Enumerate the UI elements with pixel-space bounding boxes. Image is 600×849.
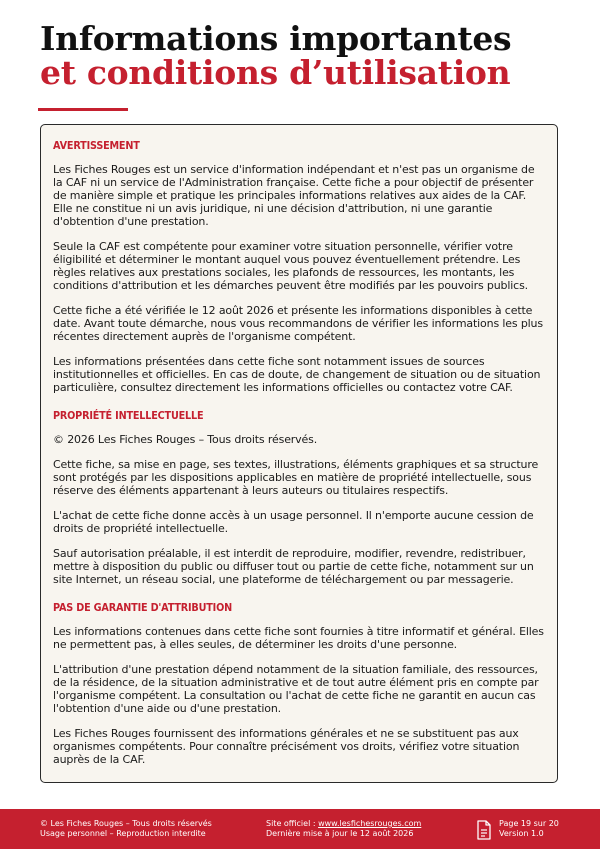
section-title: PAS DE GARANTIE D'ATTRIBUTION [53,602,233,614]
section-pas-de-garantie [53,602,545,766]
paragraph: L'achat de cette fiche donne accès à un usage personnel. Il n'emporte aucune cession de droits de propriété intellectuelle. [53,509,534,535]
section-title: AVERTISSEMENT [53,140,140,152]
footer-usage-line: Usage personnel – Reproduction interdite [40,829,206,838]
paragraph: © 2026 Les Fiches Rouges – Tous droits réservés. [53,433,318,446]
paragraph: L'attribution d'une prestation dépend notamment de la situation familiale, des ressources, de la résidence, de la situation administrative et de tout autre élément pris en compte par l'organisme compétent. La consultation ou l'achat de cette fiche ne garantit en aucun cas l'obtention d'une aide ou d'une prestation. [53,663,539,715]
site-link[interactable]: www.lesfichesrouges.com [318,819,422,828]
title-line-2: et conditions d’utilisation [40,53,511,92]
footer-site-line [266,819,421,829]
paragraph: Les Fiches Rouges fournissent des informations générales et ne se substituent pas aux organismes compétents. Pour connaître précisément vos droits, vérifiez votre situation auprès de la CAF. [53,727,520,766]
page-number: Page 19 sur 20 [499,819,559,828]
paragraph: Les informations présentées dans cette fiche sont notamment issues de sources institutionnelles et officielles. En cas de doute, de changement de situation ou de situation particulière, consultez directement les informations officielles ou contactez votre CAF. [53,355,541,394]
paragraph: Les Fiches Rouges est un service d'information indépendant et n'est pas un organisme de la CAF ni un service de l'Administration française. Cette fiche a pour objectif de présenter de manière simple et pratique les principales informations relatives aux aides de la CAF. Elle ne constitue ni un avis juridique, ni une décision d'attribution, ni une garantie d'obtention d'une prestation. [53,163,535,228]
footer-updated: Dernière mise à jour le 12 août 2026 [266,829,414,838]
section-propriete-intellectuelle [53,410,545,586]
page-title [40,19,512,92]
section-avertissement [53,140,545,394]
footer-copyright [40,819,212,839]
footer-page-info [499,819,559,839]
version-label: Version 1.0 [499,829,544,838]
footer-site-info [266,819,421,839]
title-underline [38,108,128,111]
footer-site-prefix: Site officiel : [266,819,319,828]
paragraph: Les informations contenues dans cette fiche sont fournies à titre informatif et général. Elles ne permettent pas, à elles seules, de déterminer les droits d'une personne. [53,625,544,651]
paragraph: Seule la CAF est compétente pour examiner votre situation personnelle, vérifier votre éligibilité et déterminer le montant auquel vous pouvez éventuellement prétendre. Les règles relatives aux prestations sociales, les plafonds de ressources, les montants, les conditions d'attribution et les démarches peuvent être modifiés par les pouvoirs publics. [53,240,529,292]
paragraph: Cette fiche a été vérifiée le 12 août 2026 et présente les informations disponibles à cette date. Avant toute démarche, nous vous recommandons de vérifier les informations les plus récentes directement auprès de l'organisme compétent. [53,304,543,343]
title-line-1: Informations importantes [40,19,512,58]
footer-copyright-line: © Les Fiches Rouges – Tous droits réservés [40,819,212,828]
notice-box [40,124,558,783]
section-title: PROPRIÉTÉ INTELLECTUELLE [53,410,204,422]
footer [0,809,600,849]
paragraph: Cette fiche, sa mise en page, ses textes, illustrations, éléments graphiques et sa structure sont protégés par les dispositions applicables en matière de propriété intellectuelle, sous réserve des éléments appartenant à leurs auteurs ou titulaires respectifs. [53,458,539,497]
document-icon [476,820,492,840]
paragraph: Sauf autorisation préalable, il est interdit de reproduire, modifier, revendre, redistribuer, mettre à disposition du public ou diffuser tout ou partie de cette fiche, notamment sur un site Internet, un réseau social, une plateforme de téléchargement ou par messagerie. [53,547,534,586]
